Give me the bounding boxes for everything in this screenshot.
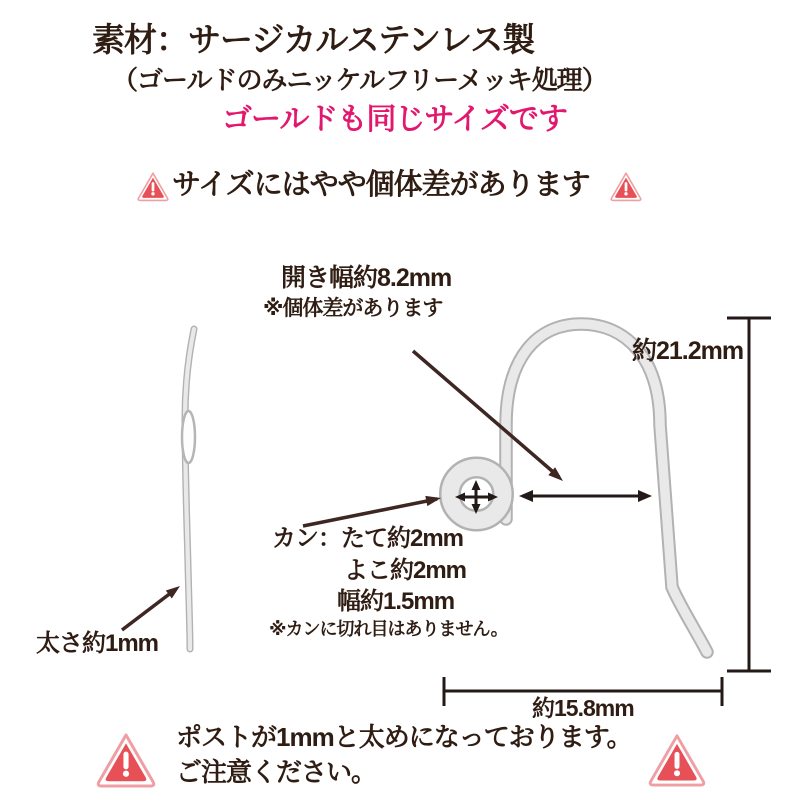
kan-pointer-arrow [303, 496, 441, 526]
kan-label-line1: カン：たて約2mm [272, 525, 464, 552]
hook-side-view [182, 329, 195, 649]
kan-label-line3: 幅約1.5mm [337, 588, 455, 615]
kan-label-line2: よこ約2mm [344, 557, 467, 584]
thickness-pointer-arrow [122, 586, 180, 630]
side-loop-hole [182, 411, 195, 463]
material-title: 素材：サージカルステンレス製 [92, 21, 535, 58]
opening-width-note: ※個体差があります [263, 297, 443, 320]
material-note: （ゴールドのみニッケルフリーメッキ処理） [112, 65, 607, 95]
height-dimension-line [727, 318, 771, 671]
thickness-label: 太さ約1mm [36, 630, 159, 657]
warning-triangle-icon [96, 729, 156, 789]
kan-note: ※カンに切れ目はありません。 [269, 619, 508, 639]
hook-front-view [450, 324, 707, 652]
opening-width-label: 開き幅約8.2mm [281, 264, 452, 292]
gold-size-note: ゴールドも同じサイズです [222, 103, 567, 136]
post-warning-line1: ポストが1mmと太めになっております。 [176, 722, 632, 752]
post-warning-line2: ご注意ください。 [176, 757, 377, 787]
warning-triangle-icon [648, 730, 706, 788]
width-label: 約15.8mm [532, 695, 634, 721]
height-label: 約21.2mm [632, 337, 744, 365]
size-warning-text: サイズにはやや個体差があります [172, 169, 590, 201]
opening-width-arrow [519, 490, 652, 502]
